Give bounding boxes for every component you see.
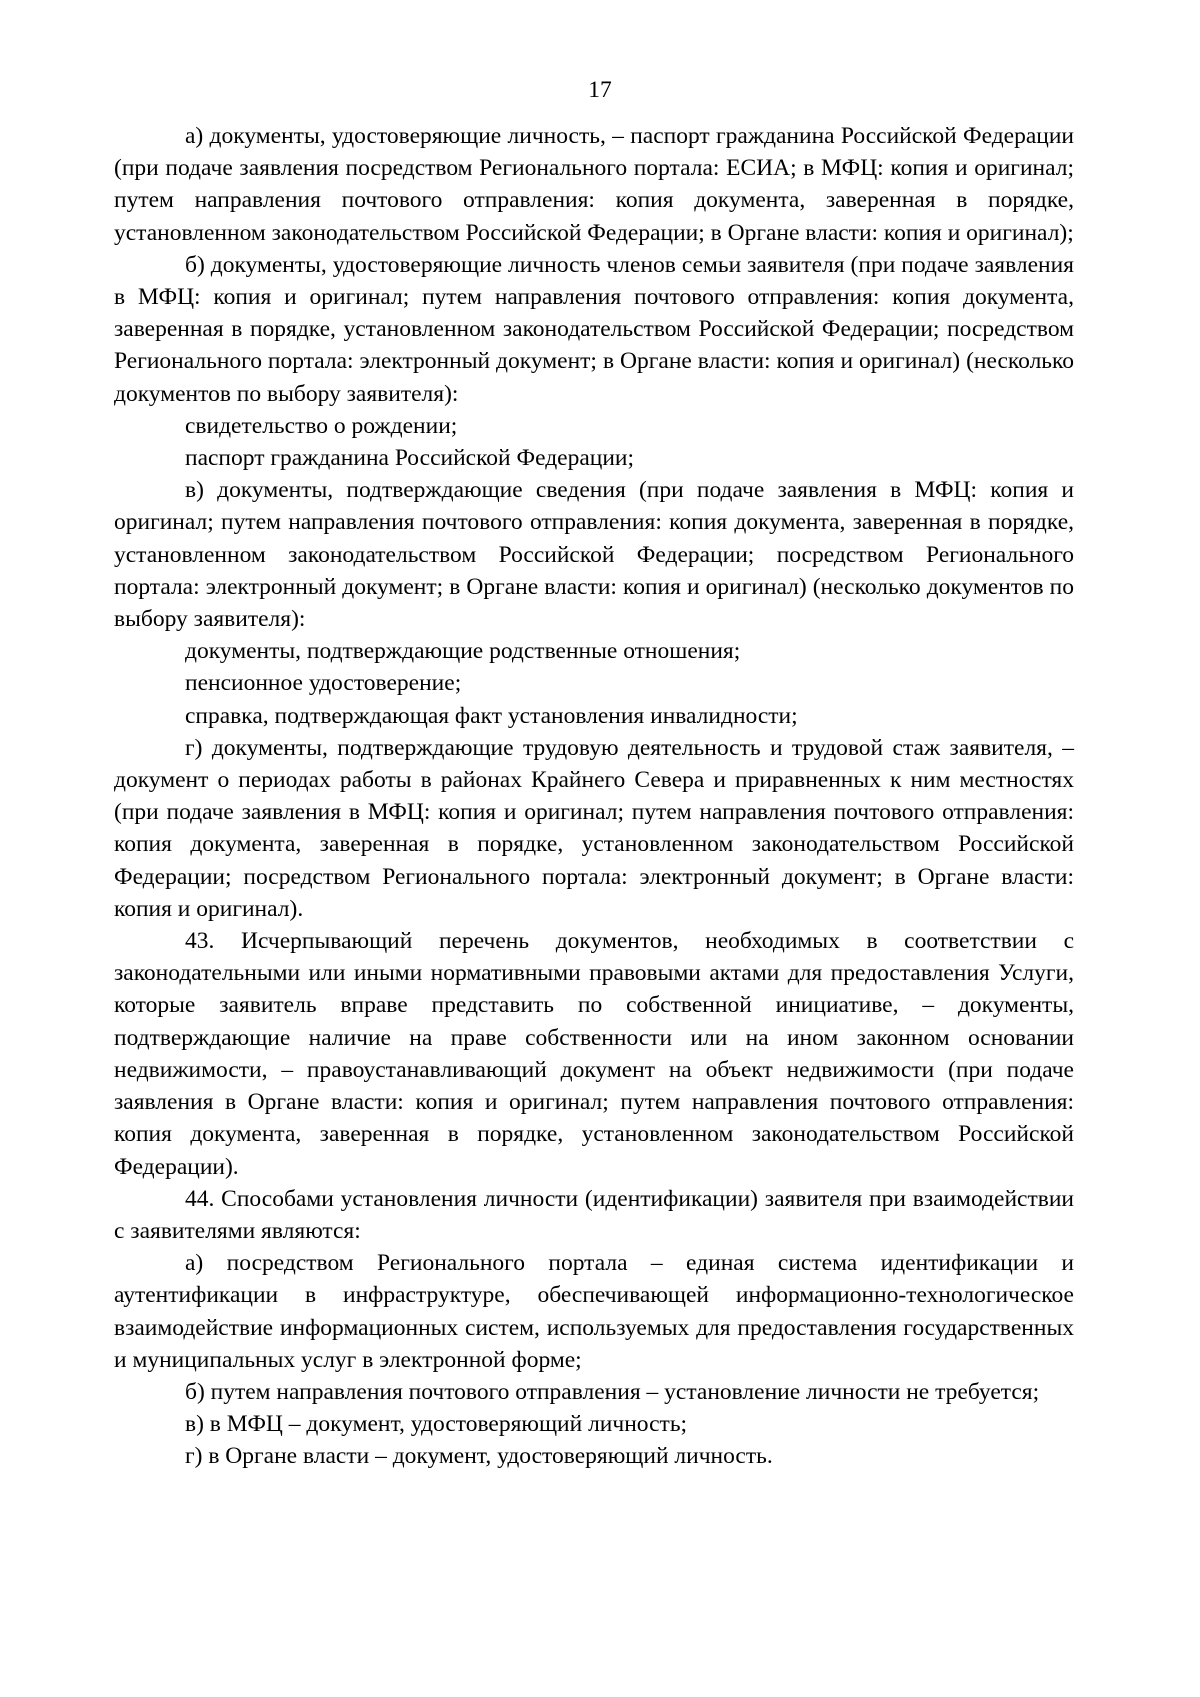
list-item-birth-certificate: свидетельство о рождении;: [185, 412, 458, 439]
paragraph-44-b: б) путем направления почтового отправления – установление личности не требуется;: [185, 1378, 1040, 1405]
paragraph-44-a: а) посредством Регионального портала – единая система идентификации и аутентификации в инфраструктуре, обеспечивающей информационно-технологическое взаимодействие информационных систем, используемых для предоставления государственных и муниципальных услуг в электронной форме;: [114, 1250, 1074, 1373]
paragraph-44: 44. Способами установления личности (идентификации) заявителя при взаимодействии с заявителями являются:: [114, 1185, 1074, 1244]
list-item-disability-certificate: справка, подтверждающая факт установления инвалидности;: [185, 702, 798, 729]
paragraph-43: 43. Исчерпывающий перечень документов, необходимых в соответствии с законодательными или иными нормативными правовыми актами для предоставления Услуги, которые заявитель вправе представить по собственной инициативе, – документы, подтверждающие наличие на праве собственности или на ином законном основании недвижимости, – правоустанавливающий документ на объект недвижимости (при подаче заявления в Органе власти: копия и оригинал; путем направления почтового отправления: копия документа, заверенная в порядке, установленном законодательством Российской Федерации).: [114, 928, 1074, 1180]
document-body: [114, 120, 1074, 1473]
paragraph-family-identity-documents: б) документы, удостоверяющие личность членов семьи заявителя (при подаче заявления в МФЦ: копия и оригинал; путем направления почтового отправления: копия документа, заверенная в порядке, установленном законодательством Российской Федерации; посредством Регионального портала: электронный документ; в Органе власти: копия и оригинал) (несколько документов по выбору заявителя):: [114, 251, 1074, 407]
paragraph-44-g: г) в Органе власти – документ, удостоверяющий личность.: [185, 1443, 773, 1470]
page-number: 17: [588, 77, 612, 103]
paragraph-supporting-documents: в) документы, подтверждающие сведения (при подаче заявления в МФЦ: копия и оригинал; путем направления почтового отправления: копия документа, заверенная в порядке, установленном законодательством Российской Федерации; посредством Регионального портала: электронный документ; в Органе власти: копия и оригинал) (несколько документов по выбору заявителя):: [114, 477, 1074, 633]
list-item-kinship-documents: документы, подтверждающие родственные отношения;: [185, 638, 741, 665]
paragraph-identity-documents: а) документы, удостоверяющие личность, – паспорт гражданина Российской Федерации (при подаче заявления посредством Регионального портала: ЕСИА; в МФЦ: копия и оригинал; путем направления почтового отправления: копия документа, заверенная в порядке, установленном законодательством Российской Федерации; в Органе власти: копия и оригинал);: [114, 123, 1074, 246]
paragraph-44-v: в) в МФЦ – документ, удостоверяющий личность;: [185, 1411, 688, 1438]
paragraph-employment-documents: г) документы, подтверждающие трудовую деятельность и трудовой стаж заявителя, – документ о периодах работы в районах Крайнего Севера и приравненных к ним местностях (при подаче заявления в МФЦ: копия и оригинал; путем направления почтового отправления: копия документа, заверенная в порядке, установленном законодательством Российской Федерации; посредством Регионального портала: электронный документ; в Органе власти: копия и оригинал).: [114, 734, 1074, 922]
list-item-pension-certificate: пенсионное удостоверение;: [185, 670, 462, 697]
list-item-passport: паспорт гражданина Российской Федерации;: [185, 445, 635, 472]
